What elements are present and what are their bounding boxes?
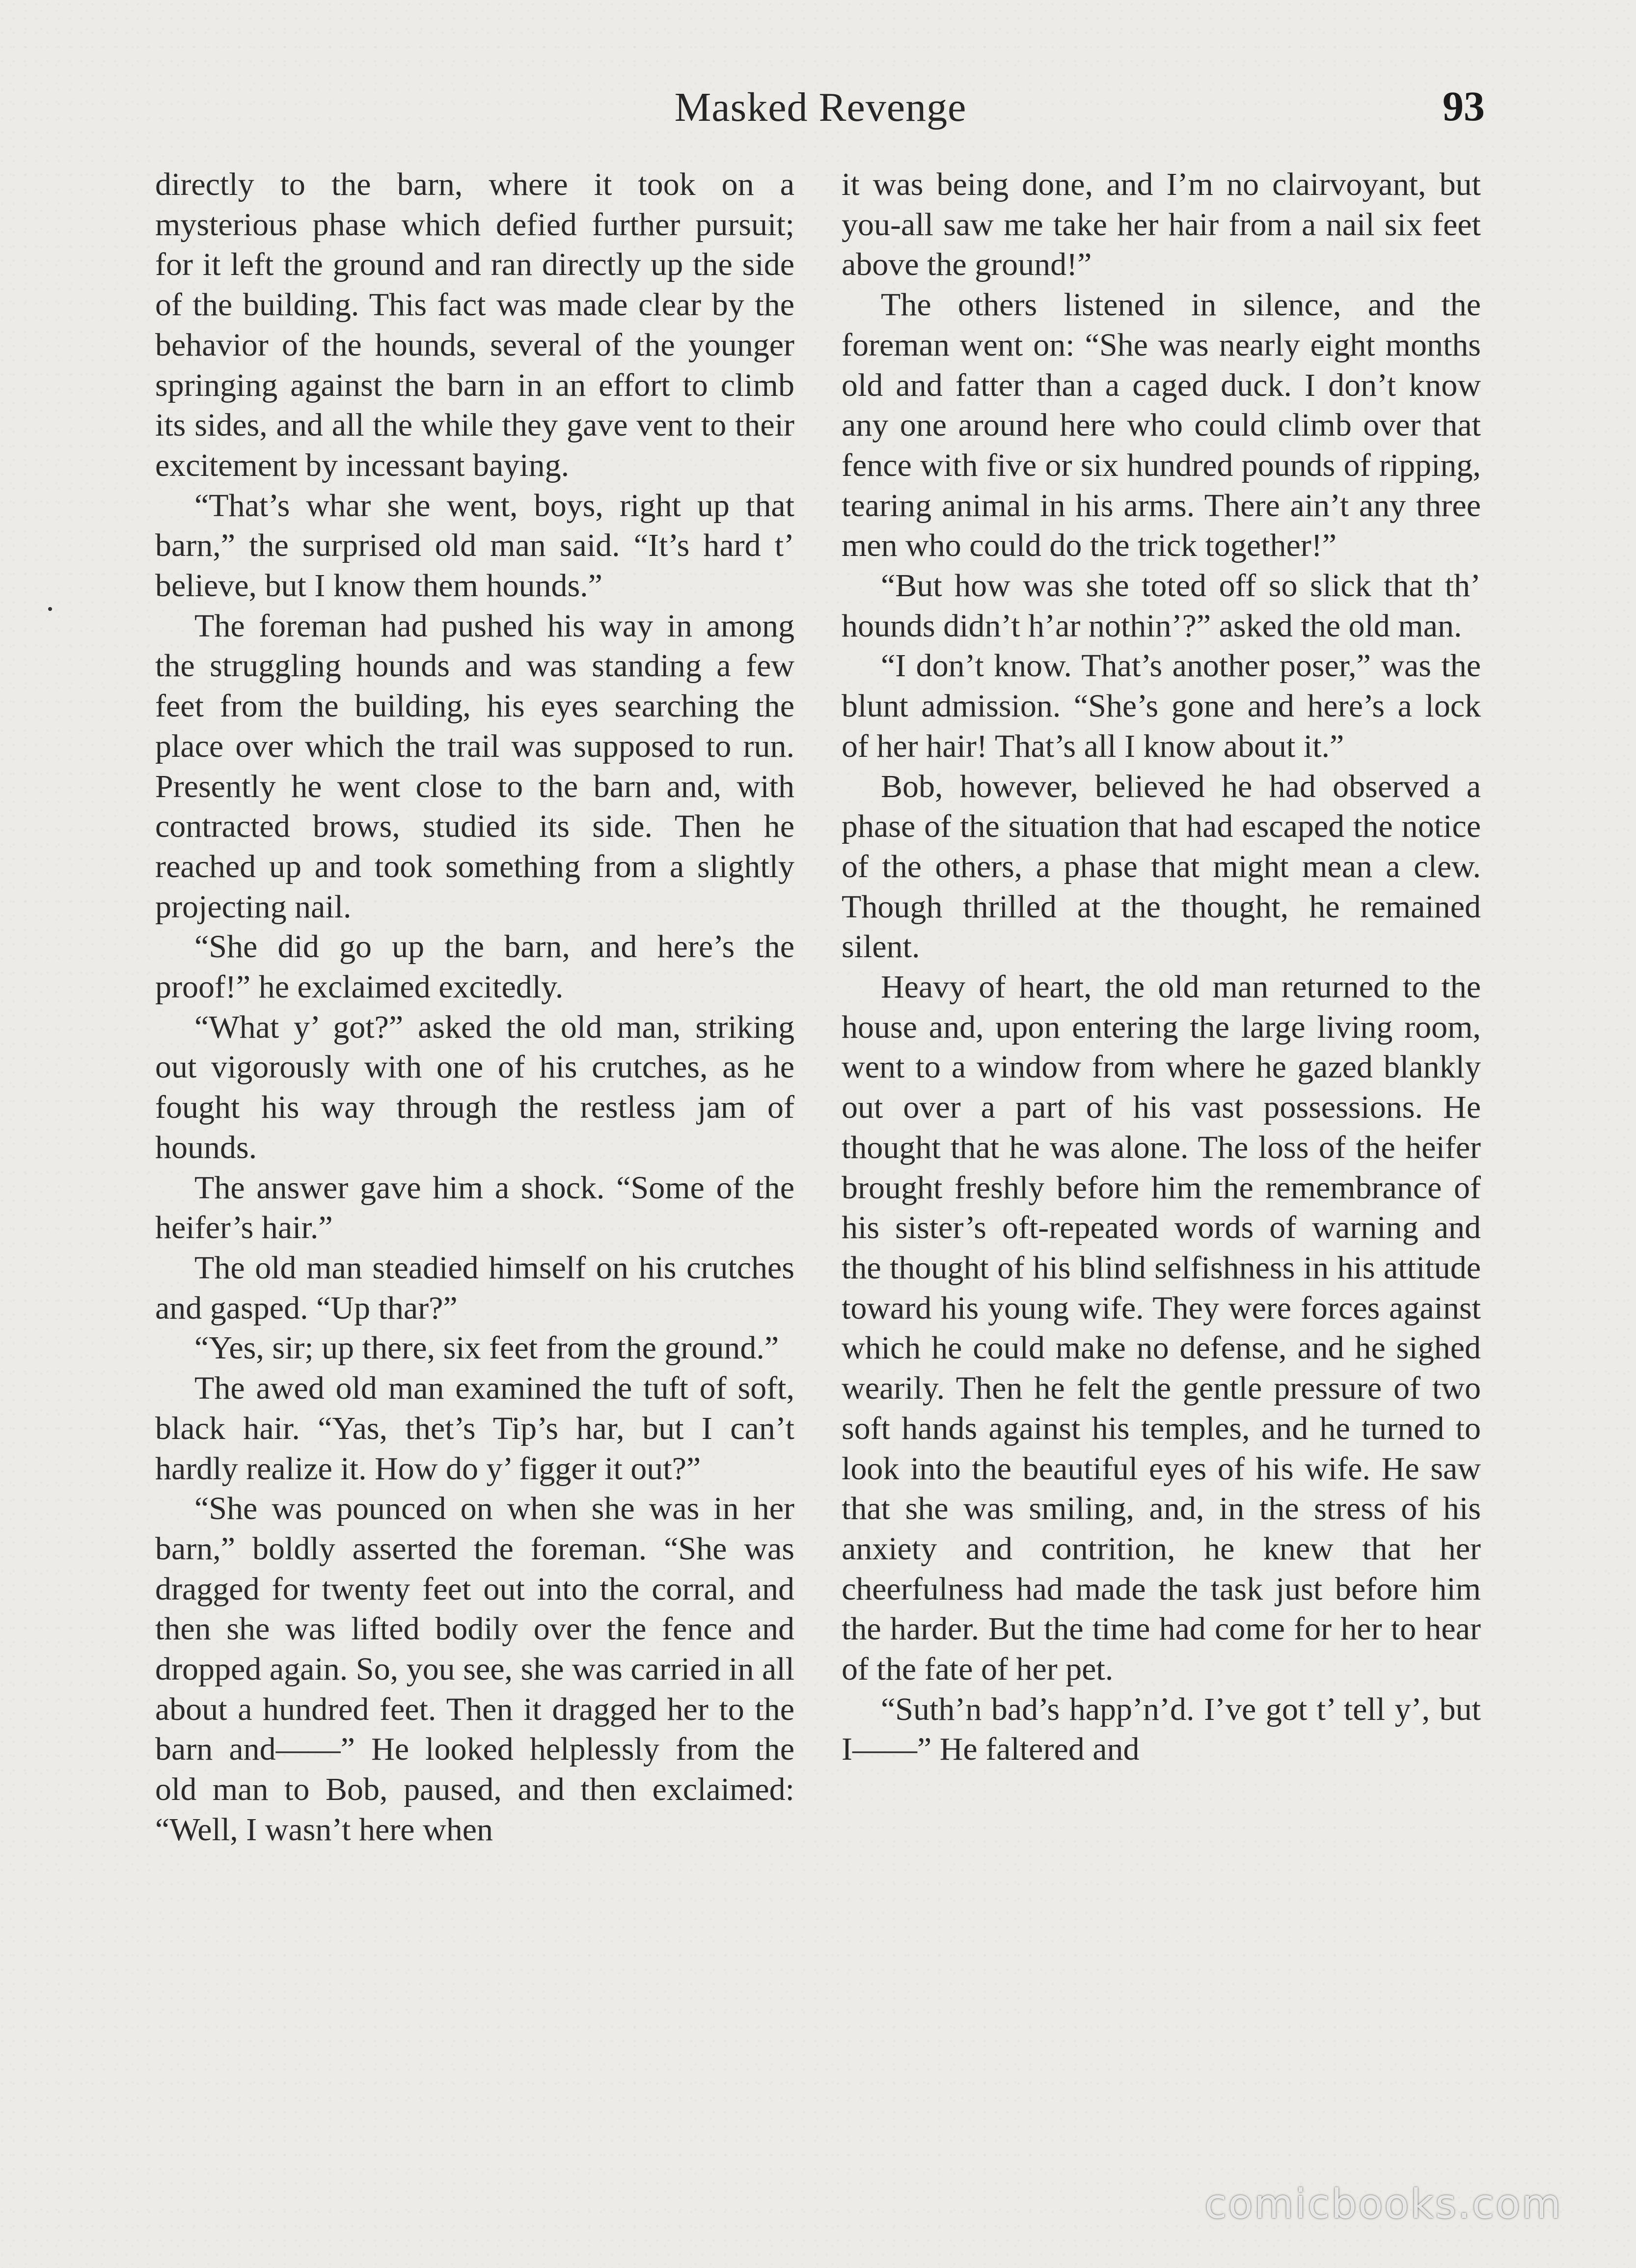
paragraph: it was being done, and I’m no clairvoyant, but you-all saw me take her hair from a nail six feet above the ground!” bbox=[842, 166, 1481, 283]
running-title: Masked Revenge bbox=[674, 84, 967, 130]
text-column-right bbox=[842, 165, 1481, 1770]
paragraph: Heavy of heart, the old man returned to the house and, upon entering the large living room, went to a window from where he gazed blankly out over a part of his vast possessions. He thought that he was alone. The loss of the heifer brought freshly before him the remembrance of his sister’s oft-repeated words of warning and the thought of his blind selfishness in his attitude toward his young wife. They were forces against which he could make no defense, and he sighed wearily. Then he felt the gentle pressure of two soft hands against his temples, and he turned to look into the beautiful eyes of his wife. He saw that she was smiling, and, in the stress of his anxiety and contrition, he knew that her cheerfulness had made the task just before him the harder. But the time had come for her to hear of the fate of her pet. bbox=[842, 969, 1481, 1687]
paragraph: “I don’t know. That’s another poser,” was the blunt admission. “She’s gone and here’s a lock of her hair! That’s all I know about it.” bbox=[842, 648, 1481, 764]
paragraph: “She did go up the barn, and here’s the proof!” he exclaimed excitedly. bbox=[155, 929, 794, 1005]
paragraph: Bob, however, believed he had observed a phase of the situation that had escaped the notice of the others, a phase that might mean a clew. Though thrilled at the thought, he remained silent. bbox=[842, 768, 1481, 965]
paragraph: “That’s whar she went, boys, right up that barn,” the surprised old man said. “It’s hard t’ believe, but I know them hounds.” bbox=[155, 487, 794, 604]
paragraph: “She was pounced on when she was in her barn,” boldly asserted the foreman. “She was dragged for twenty feet out into the corral, and then she was lifted bodily over the fence and dropped again. So, you see, she was carried in all about a hundred feet. Then it dragged her to the barn and——” He looked helplessly from the old man to Bob, paused, and then exclaimed: “Well, I wasn’t here when bbox=[155, 1491, 794, 1848]
page-header bbox=[156, 74, 1485, 138]
paragraph: The awed old man examined the tuft of soft, black hair. “Yas, thet’s Tip’s har, but I can’t hardly realize it. How do y’ figger it out?” bbox=[155, 1370, 794, 1487]
paragraph: The old man steadied himself on his crutches and gasped. “Up thar?” bbox=[155, 1249, 794, 1326]
paragraph: “What y’ got?” asked the old man, striking out vigorously with one of his crutches, as he fought his way through the restless jam of hounds. bbox=[155, 1009, 794, 1165]
paragraph: “But how was she toted off so slick that th’ hounds didn’t h’ar nothin’?” asked the old man. bbox=[842, 568, 1481, 644]
paragraph: directly to the barn, where it took on a mysterious phase which defied further pursuit; for it left the ground and ran directly up the side of the building. This fact was made clear by the behavior of the hounds, several of the younger springing against the barn in an effort to climb its sides, and all the while they gave vent to their excitement by incessant baying. bbox=[155, 166, 794, 483]
page-number: 93 bbox=[1443, 83, 1485, 130]
site-watermark: comicbooks.com bbox=[1204, 2181, 1562, 2228]
paragraph: “Suth’n bad’s happ’n’d. I’ve got t’ tell y’, but I——” He faltered and bbox=[842, 1691, 1481, 1768]
paragraph: The answer gave him a shock. “Some of the heifer’s hair.” bbox=[155, 1169, 794, 1246]
paragraph: The foreman had pushed his way in among the struggling hounds and was standing a few feet from the building, his eyes searching the place over which the trail was supposed to run. Presently he went close to the barn and, with contracted brows, studied its side. Then he reached up and took something from a slightly projecting nail. bbox=[155, 608, 794, 925]
text-column-left bbox=[155, 165, 794, 1850]
paragraph: The others listened in silence, and the foreman went on: “She was nearly eight months old and fatter than a caged duck. I don’t know any one around here who could climb over that fence with five or six hundred pounds of ripping, tearing animal in his arms. There ain’t any three men who could do the trick together!” bbox=[842, 287, 1481, 564]
ink-speck bbox=[48, 607, 52, 611]
paragraph: “Yes, sir; up there, six feet from the ground.” bbox=[194, 1330, 779, 1366]
